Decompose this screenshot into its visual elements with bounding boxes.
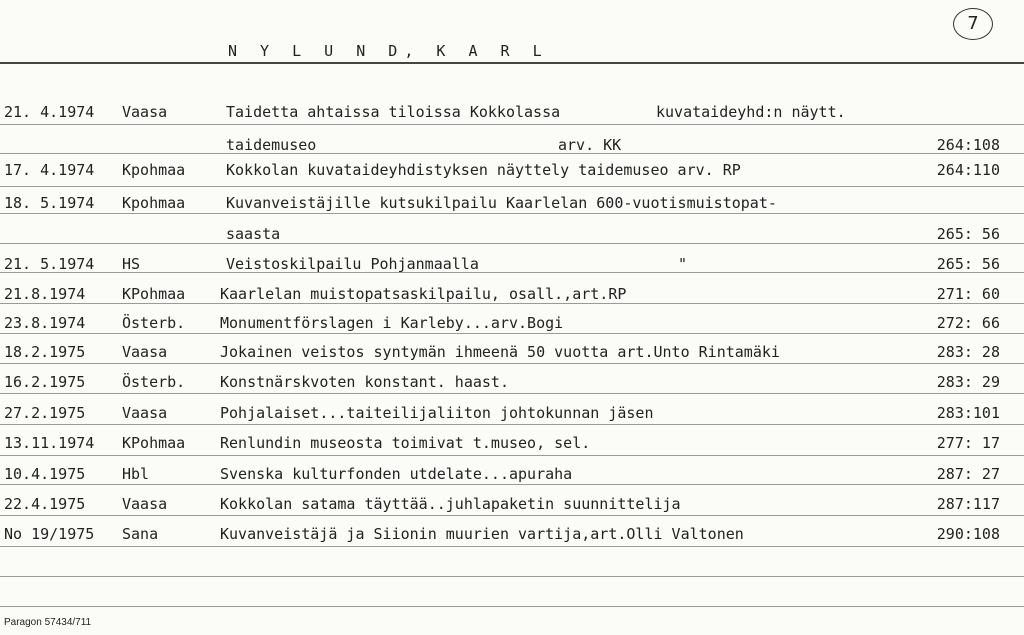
entry-row xyxy=(0,495,1024,519)
entry-row xyxy=(0,373,1024,397)
entry-row xyxy=(0,285,1024,309)
entry-date: 17. 4.1974 xyxy=(4,161,95,179)
entry-title: Kaarlelan muistopatsaskilpailu, osall.,art.RP xyxy=(220,285,627,303)
entry-reference: 283:101 xyxy=(936,404,1000,422)
entry-date: 18.2.1975 xyxy=(4,343,86,361)
entry-date: 10.4.1975 xyxy=(4,465,86,483)
entry-source: Österb. xyxy=(122,314,186,332)
entry-source: HS xyxy=(122,255,141,273)
entry-row xyxy=(0,136,1024,160)
entry-date: 27.2.1975 xyxy=(4,404,86,422)
entry-reference: 277: 17 xyxy=(936,434,1000,452)
entry-row xyxy=(0,343,1024,367)
header-rule xyxy=(0,62,1024,64)
entry-title: taidemuseo xyxy=(226,136,317,154)
entry-title: Jokainen veistos syntymän ihmeenä 50 vuotta art.Unto Rintamäki xyxy=(220,343,780,361)
entry-row xyxy=(0,225,1024,249)
ruled-line xyxy=(0,576,1024,577)
entry-row xyxy=(0,314,1024,338)
entry-date: 18. 5.1974 xyxy=(4,194,95,212)
entry-note: kuvataideyhd:n näytt. xyxy=(656,103,846,121)
entry-source: Vaasa xyxy=(122,404,168,422)
entry-row xyxy=(0,404,1024,428)
entry-reference: 287: 27 xyxy=(936,465,1000,483)
entry-source: Kpohmaa xyxy=(122,161,186,179)
entry-date: 22.4.1975 xyxy=(4,495,86,513)
entry-source: Vaasa xyxy=(122,495,168,513)
entry-reference: 272: 66 xyxy=(936,314,1000,332)
entry-row xyxy=(0,194,1024,218)
entry-title: Taidetta ahtaissa tiloissa Kokkolassa xyxy=(226,103,561,121)
ruled-line xyxy=(0,186,1024,187)
entry-date: 13.11.1974 xyxy=(4,434,95,452)
entry-title: saasta xyxy=(226,225,281,243)
page-number-circle: 7 xyxy=(953,8,993,40)
entry-reference: 290:108 xyxy=(936,525,1000,543)
entry-source: Hbl xyxy=(122,465,150,483)
entry-source: Vaasa xyxy=(122,103,168,121)
entry-row xyxy=(0,255,1024,279)
entry-reference: 264:108 xyxy=(936,136,1000,154)
entry-note: arv. KK xyxy=(558,136,622,154)
entry-row xyxy=(0,465,1024,489)
entry-title: Kuvanveistäjille kutsukilpailu Kaarlelan 600-vuotismuistopat- xyxy=(226,194,777,212)
entry-title: Renlundin museosta toimivat t.museo, sel. xyxy=(220,434,591,452)
entry-date: 21. 5.1974 xyxy=(4,255,95,273)
card-title-name: N Y L U N D, K A R L xyxy=(228,42,549,60)
entry-title: Pohjalaiset...taiteilijaliiton johtokunnan jäsen xyxy=(220,404,654,422)
entry-row xyxy=(0,161,1024,185)
entry-source: Sana xyxy=(122,525,159,543)
entry-title: Monumentförslagen i Karleby...arv.Bogi xyxy=(220,314,564,332)
entry-source: Kpohmaa xyxy=(122,194,186,212)
entry-source: Österb. xyxy=(122,373,186,391)
card-printer-imprint: Paragon 57434/711 xyxy=(4,617,92,628)
entry-row xyxy=(0,434,1024,458)
entry-reference: 264:110 xyxy=(936,161,1000,179)
entry-date: 21. 4.1974 xyxy=(4,103,95,121)
entry-source: KPohmaa xyxy=(122,434,186,452)
entry-source: Vaasa xyxy=(122,343,168,361)
entry-source: KPohmaa xyxy=(122,285,186,303)
entry-row xyxy=(0,525,1024,549)
entry-row xyxy=(0,103,1024,127)
entry-reference: 283: 29 xyxy=(936,373,1000,391)
entry-date: No 19/1975 xyxy=(4,525,95,543)
entry-date: 23.8.1974 xyxy=(4,314,86,332)
entry-reference: 265: 56 xyxy=(936,255,1000,273)
entry-title: Veistoskilpailu Pohjanmaalla xyxy=(226,255,479,273)
entry-title: Kokkolan satama täyttää..juhlapaketin suunnittelija xyxy=(220,495,681,513)
ditto-mark: " xyxy=(678,255,688,273)
entry-title: Kokkolan kuvataideyhdistyksen näyttely taidemuseo arv. RP xyxy=(226,161,741,179)
entry-title: Svenska kulturfonden utdelate...apuraha xyxy=(220,465,573,483)
entry-date: 16.2.1975 xyxy=(4,373,86,391)
entry-title: Konstnärskvoten konstant. haast. xyxy=(220,373,509,391)
entry-title: Kuvanveistäjä ja Siionin muurien vartija,art.Olli Valtonen xyxy=(220,525,744,543)
entry-reference: 265: 56 xyxy=(936,225,1000,243)
entry-reference: 283: 28 xyxy=(936,343,1000,361)
entry-reference: 287:117 xyxy=(936,495,1000,513)
entry-date: 21.8.1974 xyxy=(4,285,86,303)
entry-reference: 271: 60 xyxy=(936,285,1000,303)
ruled-line xyxy=(0,606,1024,607)
